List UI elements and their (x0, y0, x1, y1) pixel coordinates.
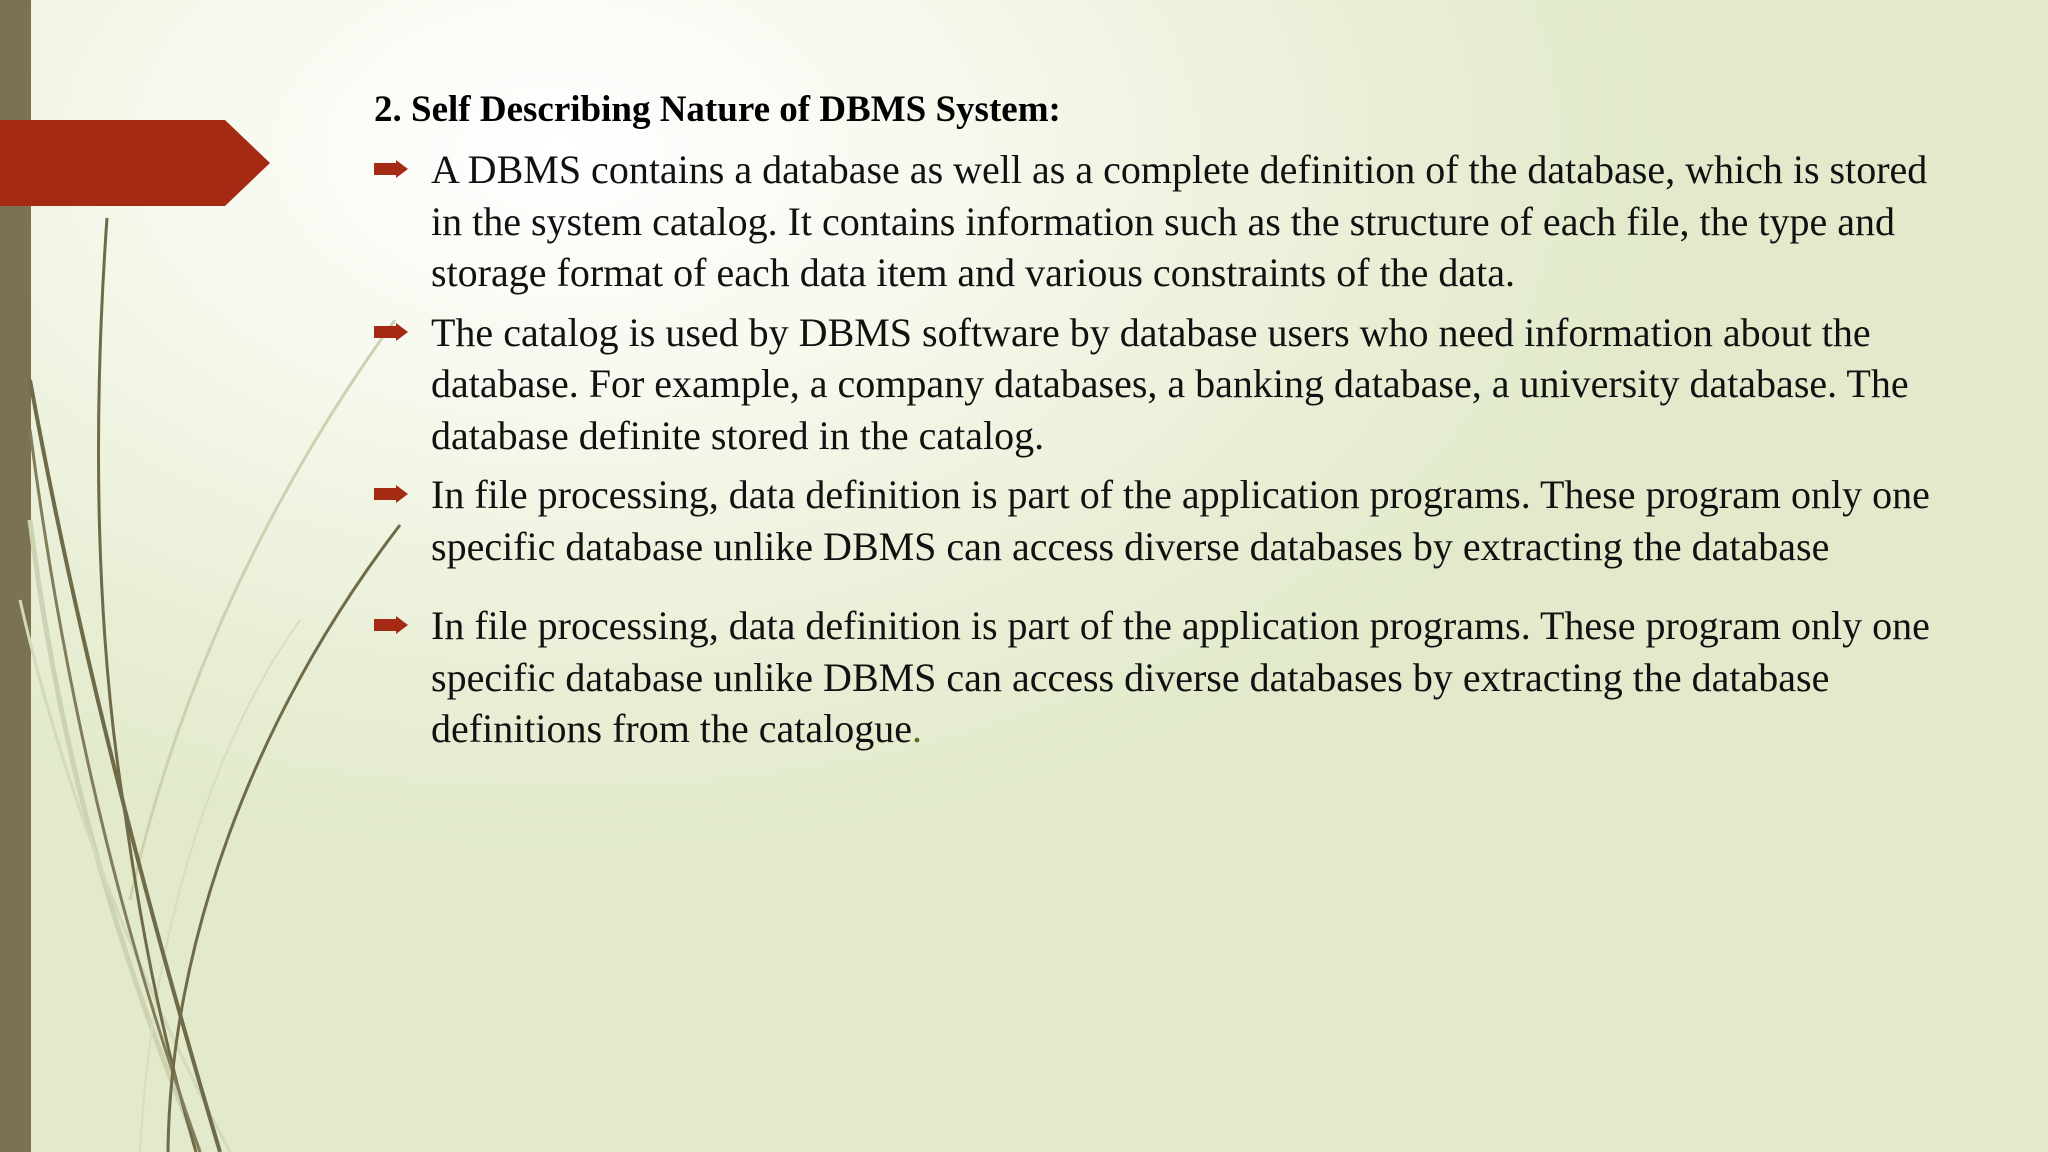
arrow-bullet-icon (374, 160, 410, 178)
slide-heading: 2. Self Describing Nature of DBMS System: (374, 89, 1061, 130)
bullet-item (374, 144, 1934, 299)
bullet-text: The catalog is used by DBMS software by database users who need information about the database. For example, a company databases, a banking database, a university database. The database definite stored in the catalog. (431, 309, 1909, 458)
decorative-curve (30, 380, 220, 1152)
title-arrow-shape (0, 120, 270, 206)
bullet-text: A DBMS contains a database as well as a complete definition of the database, which is stored in the system catalog. It contains information such as the structure of each file, the type and storage format of each data item and various constraints of the data. (431, 147, 1928, 295)
arrow-bullet-icon (374, 485, 410, 503)
slide-content (374, 84, 1934, 755)
decorative-curve (20, 600, 230, 1152)
decorative-curve (130, 320, 395, 900)
bullet-trailing-punctuation: . (911, 706, 922, 751)
decorative-curve (140, 620, 300, 1152)
bullet-item (374, 307, 1934, 462)
bullet-item (374, 600, 1934, 755)
bullet-text: In file processing, data definition is part of the application programs. These program only one specific database unlike DBMS can access diverse databases by extracting the database (431, 472, 1930, 569)
bullet-list (374, 144, 1934, 755)
arrow-bullet-icon (374, 323, 410, 341)
bullet-text: In file processing, data definition is part of the application programs. These program only one specific database unlike DBMS can access diverse databases by extracting the database definitions from the catalogue (431, 603, 1930, 751)
bullet-item (374, 469, 1934, 572)
decorative-curve (168, 525, 400, 1152)
arrow-bullet-icon (374, 616, 410, 634)
